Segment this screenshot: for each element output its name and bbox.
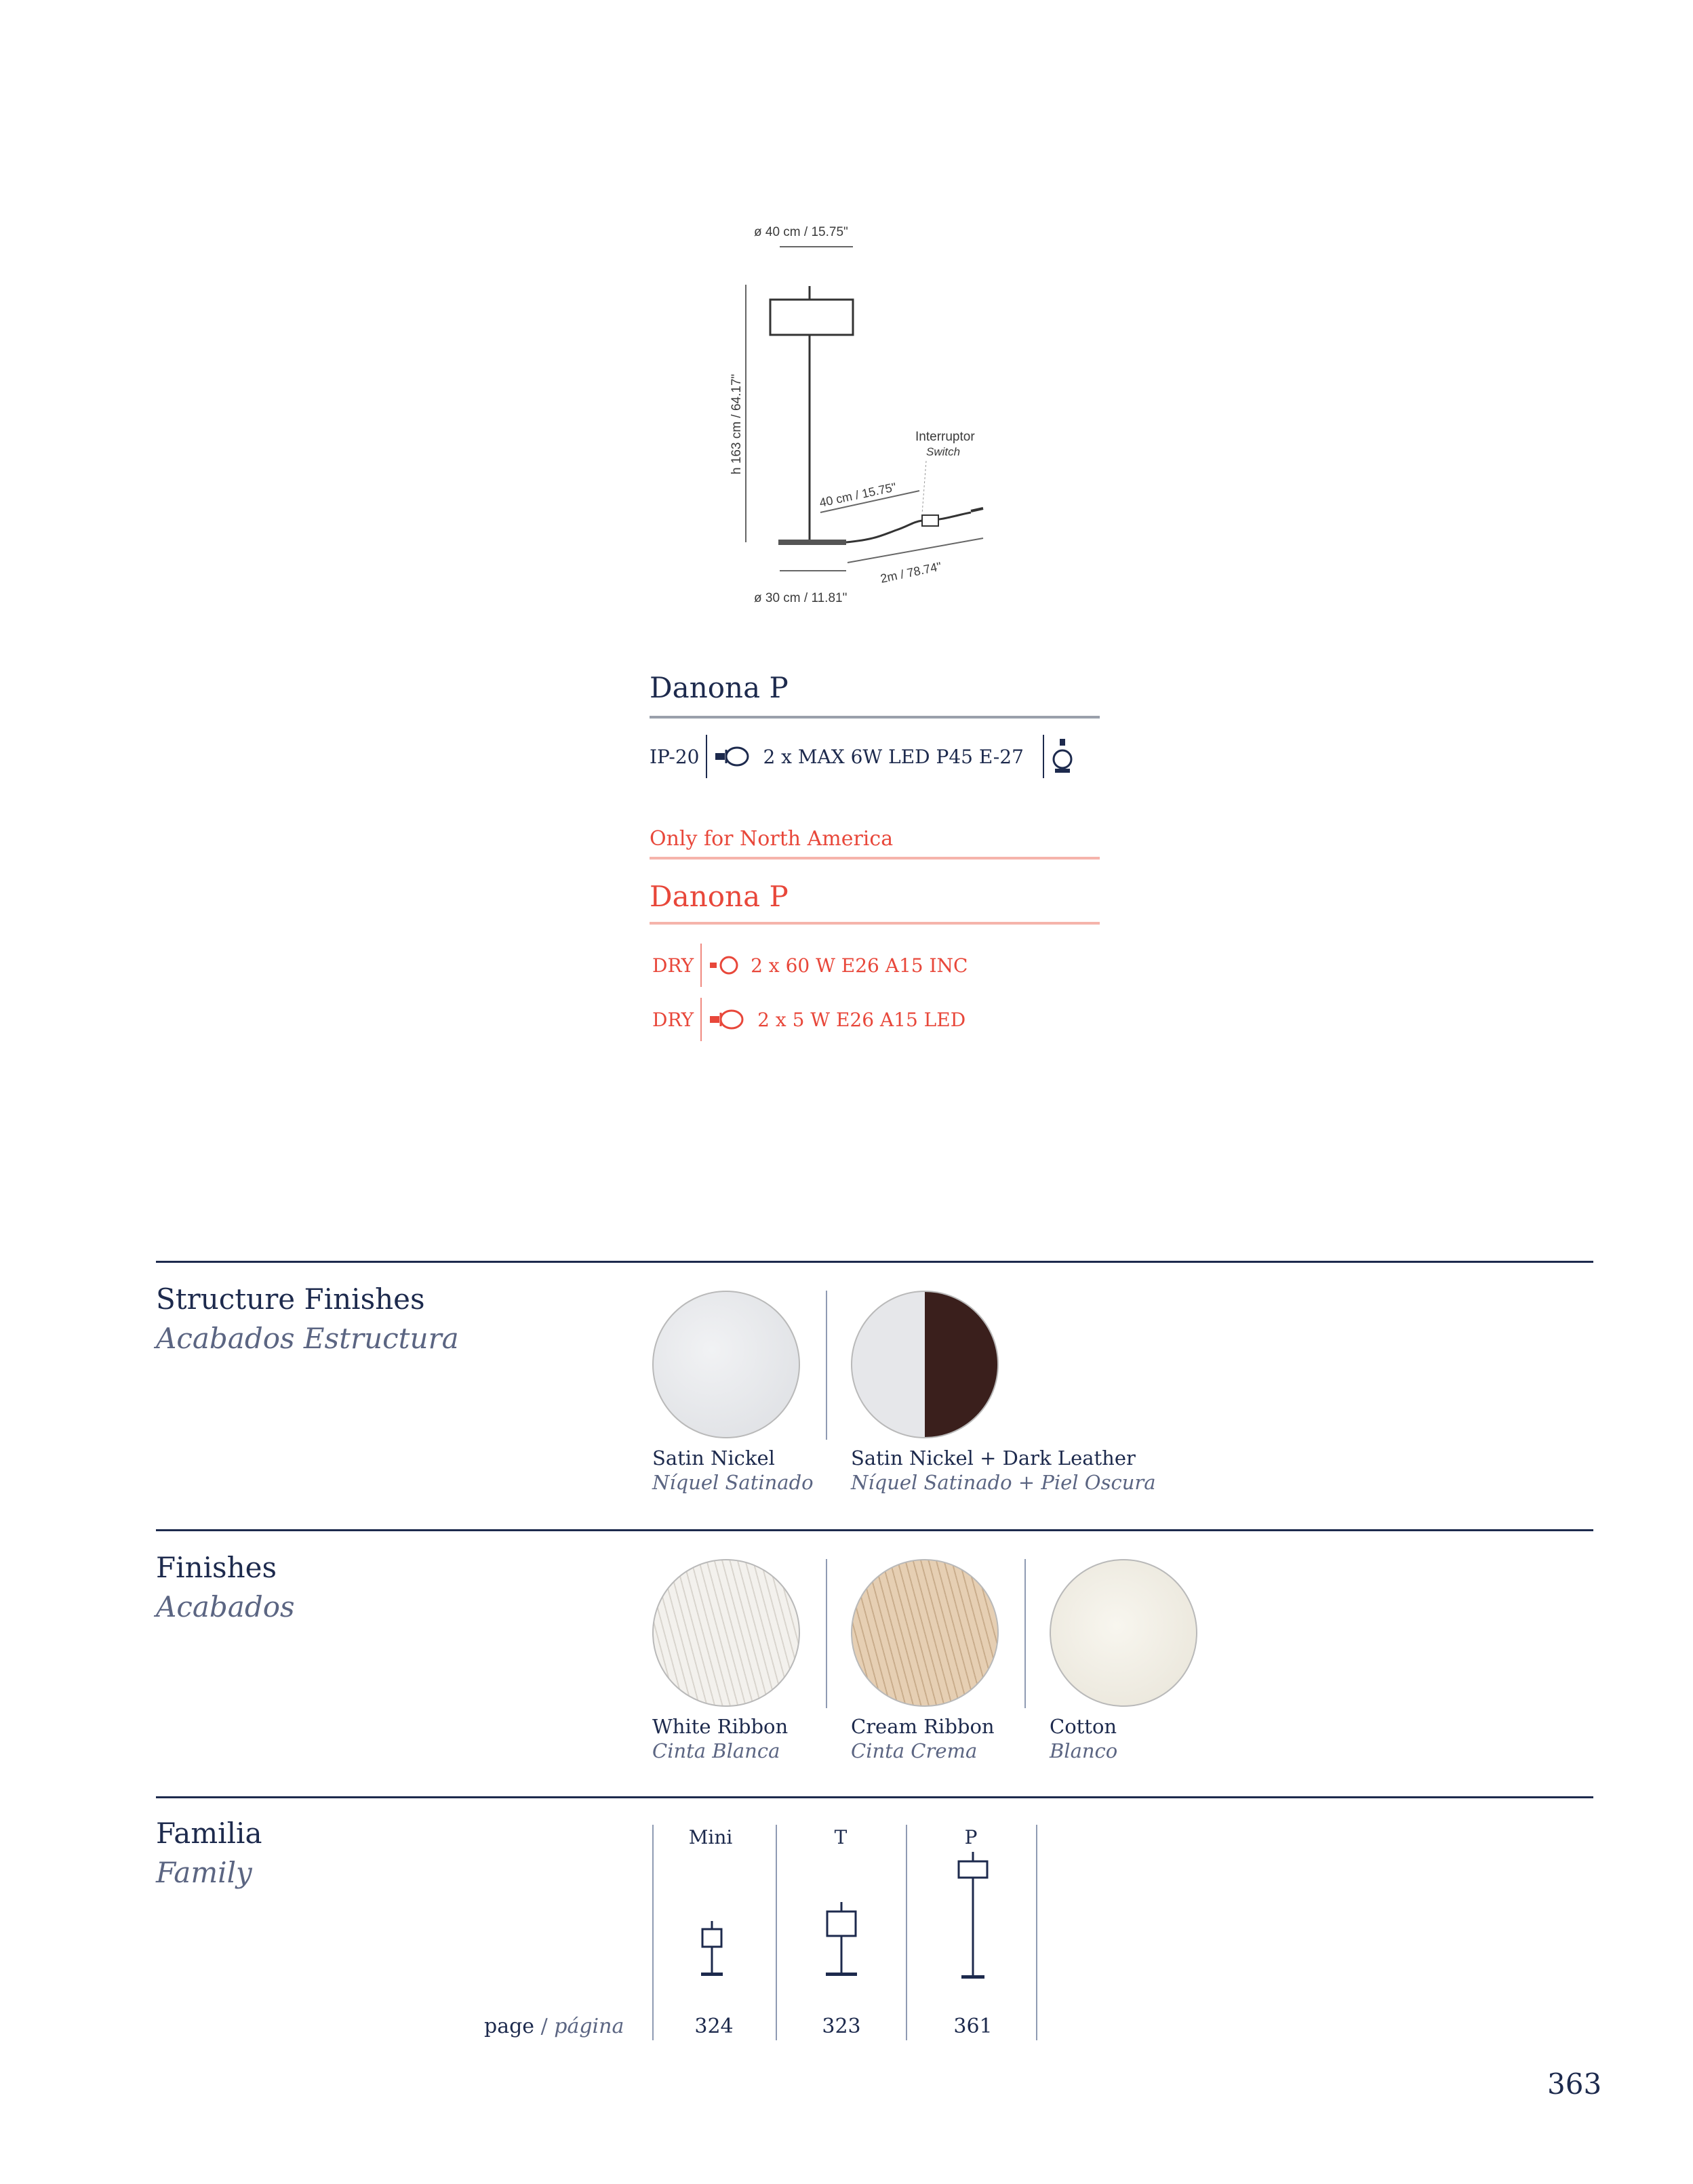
column-divider xyxy=(1036,1825,1037,2040)
family-member-name: T xyxy=(834,1826,848,1848)
finish-label: Satin Nickel + Dark Leather xyxy=(851,1447,1136,1470)
dim-switch-distance: 40 cm / 15.75" xyxy=(818,480,898,510)
finish-sublabel: Cinta Crema xyxy=(851,1739,978,1762)
swatch-cream-ribbon xyxy=(851,1559,999,1707)
na-lamp-spec: 2 x 60 W E26 A15 INC xyxy=(751,954,968,977)
dim-cable-length: 2m / 78.74" xyxy=(879,559,943,586)
family-page: 324 xyxy=(694,2015,734,2038)
column-divider xyxy=(1024,1559,1026,1708)
dim-base-diameter: ø 30 cm / 11.81" xyxy=(754,591,848,605)
family-member-name: Mini xyxy=(688,1826,733,1848)
divider xyxy=(706,735,707,778)
structure-title: Structure Finishes xyxy=(156,1282,425,1316)
class-ii-lamp-icon xyxy=(1051,737,1078,775)
na-row-1 xyxy=(652,944,968,987)
dim-height: h 163 cm / 64.17" xyxy=(730,373,744,474)
lamp-t-icon xyxy=(818,1898,865,1979)
product-rule xyxy=(650,716,1100,719)
family-member-name: P xyxy=(964,1826,978,1848)
swatch-cotton xyxy=(1050,1559,1197,1707)
technical-drawing xyxy=(719,217,1017,617)
finish-label: Cream Ribbon xyxy=(851,1715,995,1738)
switch-label-en: Switch xyxy=(926,445,961,458)
lamp-mini-icon xyxy=(692,1918,732,1979)
family-title: Familia xyxy=(156,1817,262,1850)
column-divider xyxy=(906,1825,907,2040)
na-lamp-spec: 2 x 5 W E26 A15 LED xyxy=(757,1008,966,1031)
page-label: page / página xyxy=(484,2015,624,2038)
na-rating: DRY xyxy=(652,1008,694,1031)
divider xyxy=(700,998,702,1041)
north-america-label: Only for North America xyxy=(650,827,894,851)
swatch-satin-nickel-dark-leather xyxy=(851,1291,999,1438)
finish-sublabel: Níquel Satinado xyxy=(652,1471,814,1494)
north-america-rule xyxy=(650,857,1100,860)
column-divider xyxy=(776,1825,777,2040)
finish-sublabel: Blanco xyxy=(1050,1739,1118,1762)
lamp-p-icon xyxy=(949,1849,997,1982)
switch-label: Interruptor xyxy=(915,430,975,444)
finish-sublabel: Cinta Blanca xyxy=(652,1739,780,1762)
finish-label: White Ribbon xyxy=(652,1715,789,1738)
north-america-product-name: Danona P xyxy=(650,880,789,913)
product-name: Danona P xyxy=(650,671,789,704)
page-label-es: página xyxy=(554,2015,624,2038)
led-bulb-icon xyxy=(709,1009,749,1030)
page-number: 363 xyxy=(1547,2067,1602,2101)
finish-sublabel: Níquel Satinado + Piel Oscura xyxy=(851,1471,1156,1494)
family-subtitle: Family xyxy=(156,1856,252,1889)
na-rating: DRY xyxy=(652,954,694,977)
column-divider xyxy=(652,1825,654,2040)
swatch-white-ribbon xyxy=(652,1559,800,1707)
divider xyxy=(700,944,702,987)
ip-rating: IP-20 xyxy=(650,745,700,768)
finish-label: Cotton xyxy=(1050,1715,1117,1738)
led-bulb-icon xyxy=(714,746,755,767)
section-divider xyxy=(156,1529,1593,1531)
incandescent-bulb-icon xyxy=(709,954,742,976)
structure-subtitle: Acabados Estructura xyxy=(156,1322,459,1355)
family-page: 323 xyxy=(822,2015,861,2038)
north-america-rule xyxy=(650,922,1100,925)
family-page: 361 xyxy=(953,2015,993,2038)
section-divider xyxy=(156,1796,1593,1798)
swatch-satin-nickel xyxy=(652,1291,800,1438)
finishes-subtitle: Acabados xyxy=(156,1590,295,1623)
column-divider xyxy=(826,1291,827,1440)
na-row-2 xyxy=(652,998,965,1041)
column-divider xyxy=(826,1559,827,1708)
spec-row xyxy=(650,735,1078,778)
lamp-spec: 2 x MAX 6W LED P45 E-27 xyxy=(763,745,1024,768)
page-label-en: page xyxy=(484,2015,535,2038)
finishes-title: Finishes xyxy=(156,1551,277,1584)
section-divider xyxy=(156,1261,1593,1263)
finish-label: Satin Nickel xyxy=(652,1447,775,1470)
dim-top-diameter: ø 40 cm / 15.75" xyxy=(754,225,848,239)
divider xyxy=(1043,735,1044,778)
